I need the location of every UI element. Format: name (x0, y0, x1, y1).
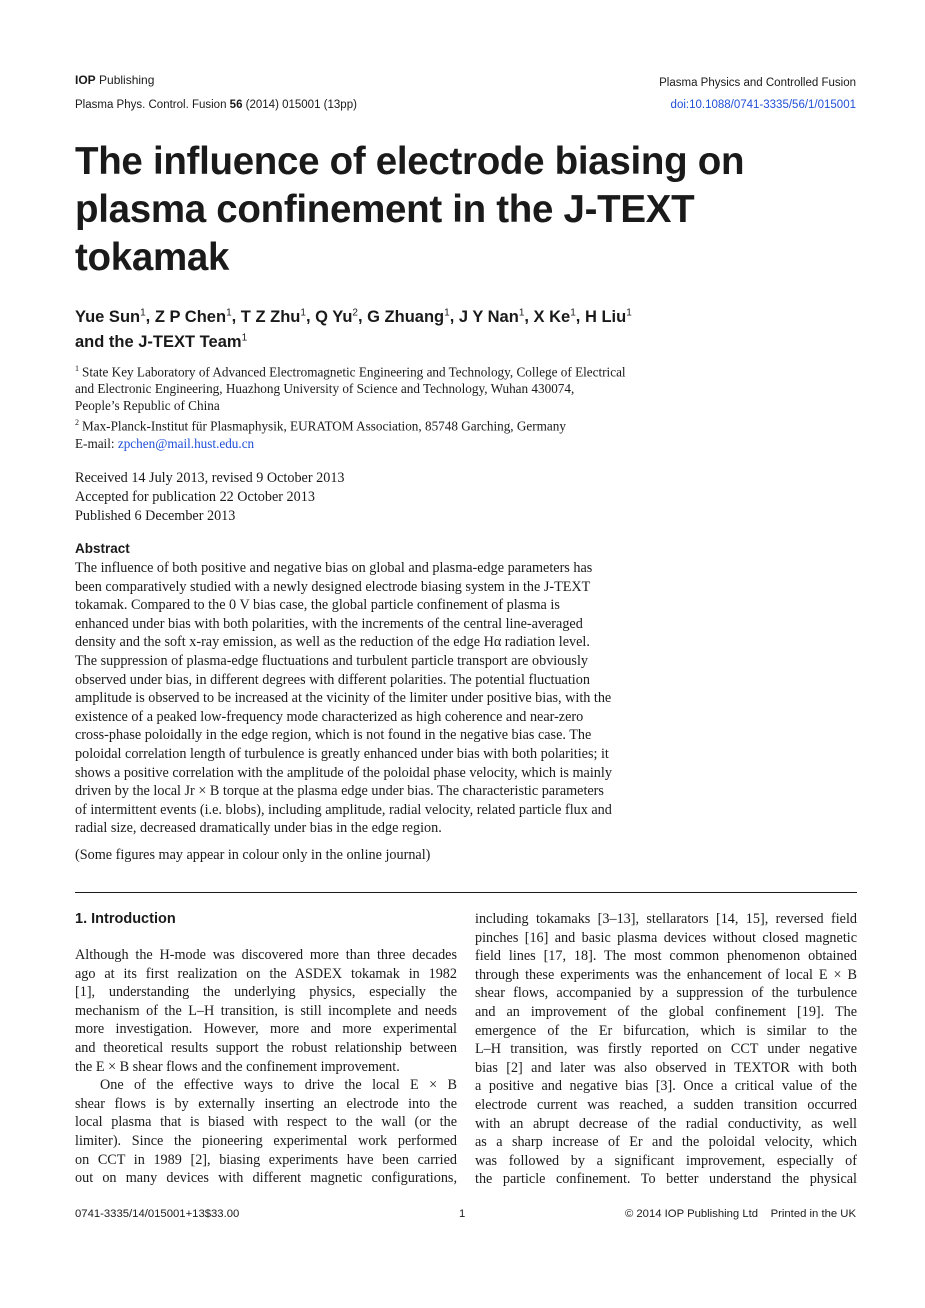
text-line: including tokamaks [3–13], stellarators [14, 15], reversed field (475, 911, 857, 927)
text-line: the particle confinement. To better understand the physical (475, 1171, 857, 1188)
journal-name: Plasma Physics and Controlled Fusion (659, 77, 856, 89)
accepted-date: Accepted for publication 22 October 2013 (75, 489, 315, 505)
paragraph (75, 1076, 457, 1188)
contact-email: E-mail: zpchen@mail.hust.edu.cn (75, 436, 255, 451)
colour-note: (Some figures may appear in colour only in the online journal) (75, 847, 431, 863)
abstract-line: poloidal correlation length of turbulence is greatly enhanced under bias with both polarities; it (75, 745, 609, 762)
author-list: Yue Sun$^1$, Z P Chen$^1$, T Z Zhu$^1$, Q Yu$^2$, G Zhuang$^1$, J Y Nan$^1$, X Ke$^1$, H Liu$^1$ and the J-TEXT Team$^1$ (75, 307, 632, 351)
email-link[interactable]: zpchen@mail.hust.edu.cn (117, 436, 255, 451)
author: X Ke$^1$ (533, 307, 576, 326)
text-line: as a sharp increase of Er and the poloidal velocity, which (475, 1134, 857, 1151)
author: T Z Zhu$^1$ (240, 307, 306, 326)
abstract-line: The influence of both positive and negative bias on global and plasma-edge parameters has (75, 560, 593, 576)
affiliation-2: $^2$ Max-Planck-Institut für Plasmaphysik, EURATOM Association, 85748 Garching, Germany (75, 418, 566, 434)
abstract-text (75, 559, 665, 838)
text-line: L–H transition, was firstly reported on CCT under negative (475, 1041, 857, 1058)
abstract-line: radial size, decreased dramatically under bias in the edge region. (75, 820, 442, 837)
author: and the J-TEXT Team$^1$ (75, 332, 248, 351)
footer-copyright: © 2014 IOP Publishing Ltd Printed in the UK (624, 1208, 856, 1220)
text-line: pinches [16] and basic plasma devices without closed magnetic (475, 929, 857, 946)
received-date: Received 14 July 2013, revised 9 October 2013 (75, 470, 345, 486)
section-heading-introduction: 1. Introduction (75, 911, 176, 927)
text-line: mechanism of the L–H transition, is still incomplete and needs (75, 1002, 457, 1019)
footer-issn: 0741-3335/14/015001+13$33.00 (75, 1208, 240, 1220)
text-line: more investigation. However, more and more experimental (75, 1021, 457, 1038)
text-line: field lines [17, 18]. The most common phenomenon obtained (475, 948, 857, 965)
article-title: The influence of electrode biasing on plasma confinement in the J-TEXT tokamak (75, 140, 745, 279)
text-line: through these experiments was the enhancement of local E × B (475, 966, 857, 983)
abstract-line: observed under bias, in different degrees with different polarities. The potential fluctuation (75, 671, 590, 688)
text-line: with an abrupt decrease of the radial conductivity, as well (475, 1115, 857, 1132)
abstract-heading: Abstract (75, 541, 130, 556)
author: Q Yu$^2$ (315, 307, 358, 326)
publisher-logo: IOP Publishing (75, 73, 155, 87)
text-line: ago at its first realization on the ASDEX tokamak in 1982 (75, 965, 457, 982)
abstract-line: density and the soft x-ray emission, as well as the reduction of the edge Hα radiation level. (75, 634, 590, 651)
section-divider (75, 892, 857, 893)
text-line: One of the effective ways to drive the local E × B (100, 1077, 457, 1094)
abstract-line: tokamak. Compared to the 0 V bias case, the global particle confinement of plasma is (75, 597, 560, 614)
abstract-line: cross-phase poloidally in the edge region, which is not found in the negative bias case. The (75, 727, 592, 744)
text-line: and theoretical results support the robust relationship between (75, 1039, 457, 1056)
text-line: and an improvement of the global confinement [19]. The (475, 1003, 857, 1020)
affiliations (75, 360, 675, 435)
text-line: Although the H-mode was discovered more than three decades (75, 947, 457, 963)
author: Yue Sun$^1$ (75, 307, 146, 326)
abstract-line: shows a positive correlation with the amplitude of the poloidal phase velocity, which is mainly (75, 764, 612, 781)
text-line: was followed by a significant improvement, especially of (475, 1152, 857, 1169)
text-line: the E × B shear flows and the confinement improvement. (75, 1058, 400, 1075)
text-line: [1], understanding the underlying physics, especially the (75, 984, 457, 1001)
text-line: emergence of the Er bifurcation, which is similar to the (475, 1022, 857, 1039)
body-column-left (75, 946, 457, 1188)
body-column-right (475, 910, 857, 1189)
abstract-line: amplitude is observed to be increased at the vicinity of the limiter under positive bias, with the (75, 690, 612, 707)
publication-dates (75, 469, 345, 526)
abstract-line: of intermittent events (i.e. blobs), including amplitude, radial velocity, related particle flux and (75, 801, 612, 818)
affiliation-1: $^1$ State Key Laboratory of Advanced Electromagnetic Engineering and Technology, College of Electrical and Electronic Engineering, Huazhong University of Science and Technology, Wuhan 430074, People’s Republic of China (75, 364, 626, 414)
abstract-line: been comparatively studied with a newly designed electrode biasing system in the J-TEXT (75, 578, 591, 595)
text-line: local plasma that is biased with respect to the wall (or the (75, 1114, 457, 1131)
author: Z P Chen$^1$ (154, 307, 232, 326)
abstract-line: existence of a peaked low-frequency mode characterized as high coherence and near-zero (75, 708, 584, 725)
text-line: bias [2] and later was also observed in TEXTOR with both (475, 1059, 857, 1076)
abstract-line: The suppression of plasma-edge fluctuations and turbulent particle transport are obviously (75, 652, 588, 669)
text-line: shear flows is by externally inserting an electrode into the (75, 1095, 457, 1112)
author: J Y Nan$^1$ (458, 307, 525, 326)
text-line: a positive and negative bias [3]. Once a critical value of the (475, 1078, 857, 1095)
paragraph (75, 946, 457, 1076)
abstract-line: driven by the local Jr × B torque at the plasma edge under bias. The characteristic parameters (75, 783, 604, 800)
text-line: limiter). Since the pioneering experimental work performed (75, 1132, 457, 1149)
doi-link[interactable]: doi:10.1088/0741-3335/56/1/015001 (670, 99, 856, 111)
abstract-line: enhanced under bias with both polarities, with the increments of the central line-averaged (75, 615, 583, 632)
text-line: electrode current was reached, a sudden transition occurred (475, 1096, 857, 1113)
author: G Zhuang$^1$ (367, 307, 450, 326)
page-number: 1 (459, 1208, 466, 1220)
author: H Liu$^1$ (584, 307, 632, 326)
text-line: out on many devices with different magnetic configurations, (75, 1170, 457, 1187)
text-line: shear flows, accompanied by a suppression of the turbulence (475, 985, 857, 1002)
citation: Plasma Phys. Control. Fusion 56 (2014) 015001 (13pp) (75, 99, 357, 111)
published-date: Published 6 December 2013 (75, 508, 236, 524)
text-line: on CCT in 1989 [2], biasing experiments have been carried (75, 1151, 457, 1168)
